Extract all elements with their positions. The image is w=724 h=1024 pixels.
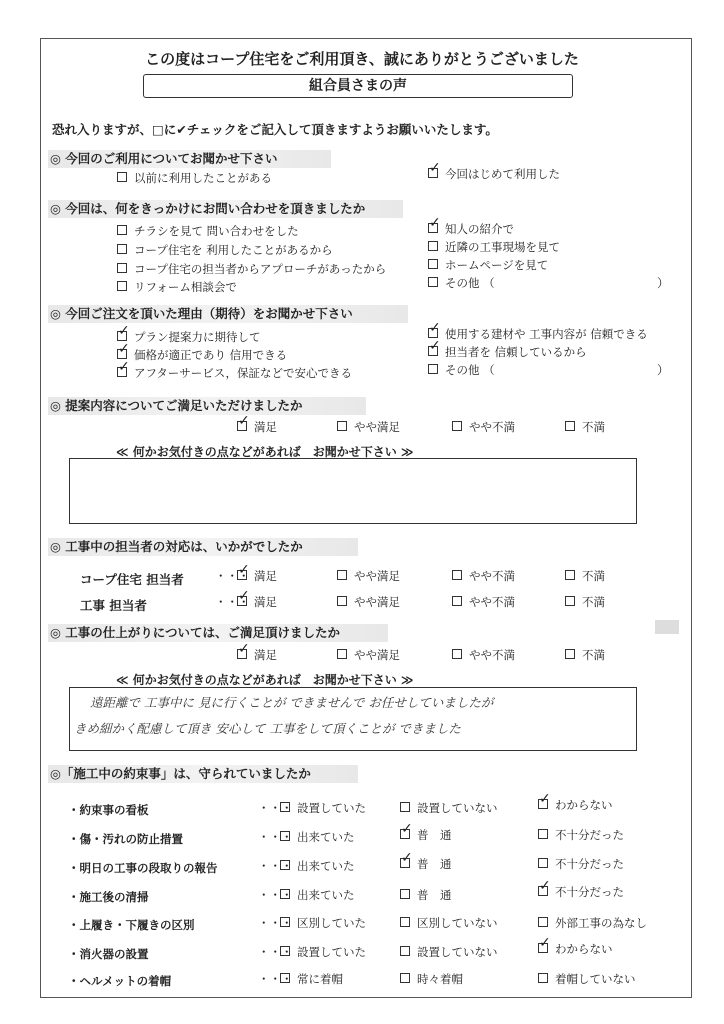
q7-item-2-option-2[interactable]: 不十分だった	[538, 856, 624, 872]
checkbox[interactable]	[280, 917, 290, 927]
q7-item-4-option-2[interactable]: 外部工事の為なし	[538, 915, 647, 931]
checkbox[interactable]	[428, 277, 438, 287]
q5-row-0-label: コープ住宅 担当者	[80, 572, 184, 587]
q7-item-6-option-2[interactable]: 着帽していない	[538, 971, 636, 987]
checkbox-checked[interactable]	[428, 346, 438, 356]
q2-option-2[interactable]: コープ住宅の担当者からアプローチがあったから	[117, 261, 386, 277]
checkbox[interactable]	[400, 802, 410, 812]
checkbox-checked[interactable]	[117, 349, 127, 359]
checkbox[interactable]	[280, 946, 290, 956]
checkbox[interactable]	[538, 858, 548, 868]
checkbox[interactable]	[117, 225, 127, 235]
q5-row-1-option-2[interactable]: やや不満	[452, 594, 515, 610]
checkbox[interactable]	[452, 596, 462, 606]
q3-option-2[interactable]: ✓アフターサービス，保証などで安心できる	[117, 365, 352, 381]
checkbox[interactable]	[428, 259, 438, 269]
q3-option-1[interactable]: ✓価格が適正であり 信用できる	[117, 347, 287, 363]
q5-row-0-lead: ・・・	[215, 569, 250, 583]
q7-item-1-label: ・傷・汚れの防止措置	[68, 832, 183, 846]
q3-option-3[interactable]: ✓使用する建材や 工事内容が 信頼できる	[428, 326, 648, 342]
q7-item-6-lead: ・・・	[258, 972, 293, 986]
q7-item-2-option-1[interactable]: ✓ 普 通	[400, 856, 452, 872]
q5-row-0-option-2[interactable]: やや不満	[452, 568, 515, 584]
q7-item-5-option-0[interactable]: 設置していた	[280, 944, 366, 960]
q6-comment-heading: ≪ 何かお気付きの点などがあれば お聞かせ下さい ≫	[116, 673, 414, 687]
q2-option-7[interactable]: その他 （	[428, 275, 495, 291]
checkbox[interactable]	[117, 263, 127, 273]
checkbox-checked[interactable]	[400, 858, 410, 868]
checkbox-checked[interactable]	[428, 328, 438, 338]
q7-item-3-option-2[interactable]: ✓ 不十分だった	[538, 884, 624, 900]
checkbox-checked[interactable]	[400, 829, 410, 839]
q7-item-3-label: ・施工後の清掃	[68, 890, 149, 904]
checkbox[interactable]	[452, 570, 462, 580]
q6-heading: ◎ 工事の仕上がりについては、ご満足頂けましたか	[48, 624, 388, 642]
q7-heading: ◎「施工中の約束事」は、守られていましたか	[48, 765, 358, 783]
checkbox[interactable]	[400, 917, 410, 927]
q5-row-0-option-0[interactable]: ✓ 満足	[237, 568, 277, 584]
q5-row-1-label: 工事 担当者	[80, 598, 147, 613]
q7-item-4-option-1[interactable]: 区別していない	[400, 915, 498, 931]
q1-option-0[interactable]: 以前に利用したことがある	[117, 170, 272, 186]
checkbox-checked[interactable]	[538, 886, 548, 896]
checkbox[interactable]	[538, 917, 548, 927]
q7-item-1-option-1[interactable]: ✓ 普 通	[400, 827, 452, 843]
q7-item-6-option-0[interactable]: 常に着帽	[280, 971, 343, 987]
q6-comment-line-1: きめ細かく配慮して頂き 安心して 工事をして頂くことが できました	[74, 721, 461, 736]
q3-close-paren: ）	[657, 363, 670, 377]
checkbox[interactable]	[337, 596, 347, 606]
q2-option-5[interactable]: 近隣の工事現場を見て	[428, 239, 560, 255]
q5-row-1-option-0[interactable]: ✓ 満足	[237, 594, 277, 610]
checkbox[interactable]	[400, 946, 410, 956]
checkbox-checked[interactable]	[428, 223, 438, 233]
q5-row-1-option-3[interactable]: 不満	[565, 594, 605, 610]
q4-option-1[interactable]: やや満足	[337, 419, 400, 435]
q6-option-3[interactable]: 不満	[565, 647, 605, 663]
q7-item-0-option-1[interactable]: 設置していない	[400, 800, 498, 816]
q2-option-6[interactable]: ホームページを見て	[428, 257, 548, 273]
q7-item-0-lead: ・・・	[258, 801, 293, 815]
q3-option-4[interactable]: ✓担当者を 信頼しているから	[428, 344, 587, 360]
q2-option-0[interactable]: チラシを見て 問い合わせをした	[117, 223, 299, 239]
checkbox[interactable]	[538, 973, 548, 983]
q4-heading: ◎ 提案内容についてご満足いただけましたか	[48, 397, 366, 415]
q6-comment-box[interactable]	[69, 687, 637, 751]
checkbox[interactable]	[337, 570, 347, 580]
q7-item-3-option-1[interactable]: 普 通	[400, 887, 452, 903]
checkbox[interactable]	[428, 364, 438, 374]
checkbox[interactable]	[117, 244, 127, 254]
checkbox-checked[interactable]	[538, 799, 548, 809]
q7-item-1-lead: ・・・	[258, 830, 293, 844]
checkbox[interactable]	[565, 421, 575, 431]
q5-row-1-option-1[interactable]: やや満足	[337, 594, 400, 610]
intro-text: 恐れ入りますが、□に✔チェックをご記入して頂きますようお願いいたします。	[52, 122, 498, 137]
checkbox[interactable]	[117, 172, 127, 182]
q5-row-0-option-1[interactable]: やや満足	[337, 568, 400, 584]
checkbox[interactable]	[565, 596, 575, 606]
q4-comment-heading: ≪ 何かお気付きの点などがあれば お聞かせ下さい ≫	[116, 445, 414, 459]
q7-item-4-lead: ・・・	[258, 916, 293, 930]
q7-item-5-label: ・消火器の設置	[68, 947, 149, 961]
q7-item-6-label: ・ヘルメットの着帽	[68, 974, 172, 988]
checkbox[interactable]	[337, 649, 347, 659]
checkbox-checked[interactable]	[237, 421, 247, 431]
checkbox[interactable]	[538, 829, 548, 839]
q6-option-2[interactable]: やや不満	[452, 647, 515, 663]
checkbox[interactable]	[117, 281, 127, 291]
checkbox[interactable]	[337, 421, 347, 431]
q7-item-5-option-2[interactable]: ✓ わからない	[538, 941, 613, 957]
checkbox[interactable]	[280, 802, 290, 812]
q1-option-1[interactable]: ✓ 今回はじめて利用した	[428, 166, 560, 182]
checkbox[interactable]	[280, 860, 290, 870]
checkbox[interactable]	[565, 570, 575, 580]
q7-item-5-lead: ・・・	[258, 945, 293, 959]
q7-item-4-label: ・上履き・下履きの区別	[68, 918, 195, 932]
q2-option-1[interactable]: コープ住宅を 利用したことがあるから	[117, 242, 333, 258]
q6-option-0[interactable]: ✓満足	[237, 647, 277, 663]
checkbox[interactable]	[280, 889, 290, 899]
q7-item-0-label: ・約束事の看板	[68, 803, 149, 817]
q7-item-0-option-0[interactable]: 設置していた	[280, 800, 366, 816]
checkbox[interactable]	[280, 831, 290, 841]
q7-item-6-option-1[interactable]: 時々着帽	[400, 971, 463, 987]
q4-option-0[interactable]: ✓満足	[237, 419, 277, 435]
checkbox[interactable]	[452, 649, 462, 659]
q7-item-3-option-0[interactable]: 出来ていた	[280, 887, 355, 903]
checkbox[interactable]	[452, 421, 462, 431]
q6-option-1[interactable]: やや満足	[337, 647, 400, 663]
q4-option-3[interactable]: 不満	[565, 419, 605, 435]
checkbox-checked[interactable]	[237, 649, 247, 659]
checkbox-checked[interactable]	[117, 367, 127, 377]
checkbox[interactable]	[400, 889, 410, 899]
q4-comment-box[interactable]	[69, 458, 637, 524]
q7-item-2-option-0[interactable]: 出来ていた	[280, 858, 355, 874]
q1-heading: ◎ 今回のご利用についてお聞かせ下さい	[48, 150, 331, 168]
q4-option-2[interactable]: やや不満	[452, 419, 515, 435]
q7-item-2-label: ・明日の工事の段取りの報告	[68, 861, 218, 875]
checkbox-checked[interactable]	[538, 943, 548, 953]
checkbox[interactable]	[400, 973, 410, 983]
checkbox[interactable]	[280, 973, 290, 983]
q7-item-4-option-0[interactable]: 区別していた	[280, 915, 366, 931]
q3-option-0[interactable]: ✓プラン提案力に期待して	[117, 329, 261, 345]
q5-heading: ◎ 工事中の担当者の対応は、いかがでしたか	[48, 538, 358, 556]
checkbox-checked[interactable]	[117, 331, 127, 341]
q7-item-5-option-1[interactable]: 設置していない	[400, 944, 498, 960]
q2-option-3[interactable]: リフォーム相談会で	[117, 279, 237, 295]
scan-smudge	[655, 620, 679, 634]
q2-option-4[interactable]: ✓知人の紹介で	[428, 221, 514, 237]
q5-row-1-lead: ・・・	[215, 595, 250, 609]
q7-item-1-option-2[interactable]: 不十分だった	[538, 827, 624, 843]
q5-row-0-option-3[interactable]: 不満	[565, 568, 605, 584]
q7-item-0-option-2[interactable]: ✓ わからない	[538, 797, 613, 813]
checkbox[interactable]	[428, 241, 438, 251]
q7-item-2-lead: ・・・	[258, 859, 293, 873]
page-subtitle: 組合員さまの声	[143, 74, 573, 98]
checkbox-checked[interactable]	[237, 596, 247, 606]
page-title: この度はコープ住宅をご利用頂き、誠にありがとうございました	[145, 50, 579, 68]
checkbox-checked[interactable]	[428, 168, 438, 178]
q6-comment-line-0: 遠距離で 工事中に 見に行くことが できませんで お任せしていましたが	[90, 695, 494, 710]
q2-heading: ◎ 今回は、何をきっかけにお問い合わせを頂きましたか	[48, 200, 403, 218]
q7-item-3-lead: ・・・	[258, 888, 293, 902]
checkbox[interactable]	[565, 649, 575, 659]
q3-heading: ◎ 今回ご注文を頂いた理由（期待）をお聞かせ下さい	[48, 305, 408, 323]
q7-item-1-option-0[interactable]: 出来ていた	[280, 829, 355, 845]
checkbox-checked[interactable]	[237, 570, 247, 580]
q2-close-paren: ）	[657, 276, 670, 290]
q3-option-5[interactable]: その他 （	[428, 362, 495, 378]
